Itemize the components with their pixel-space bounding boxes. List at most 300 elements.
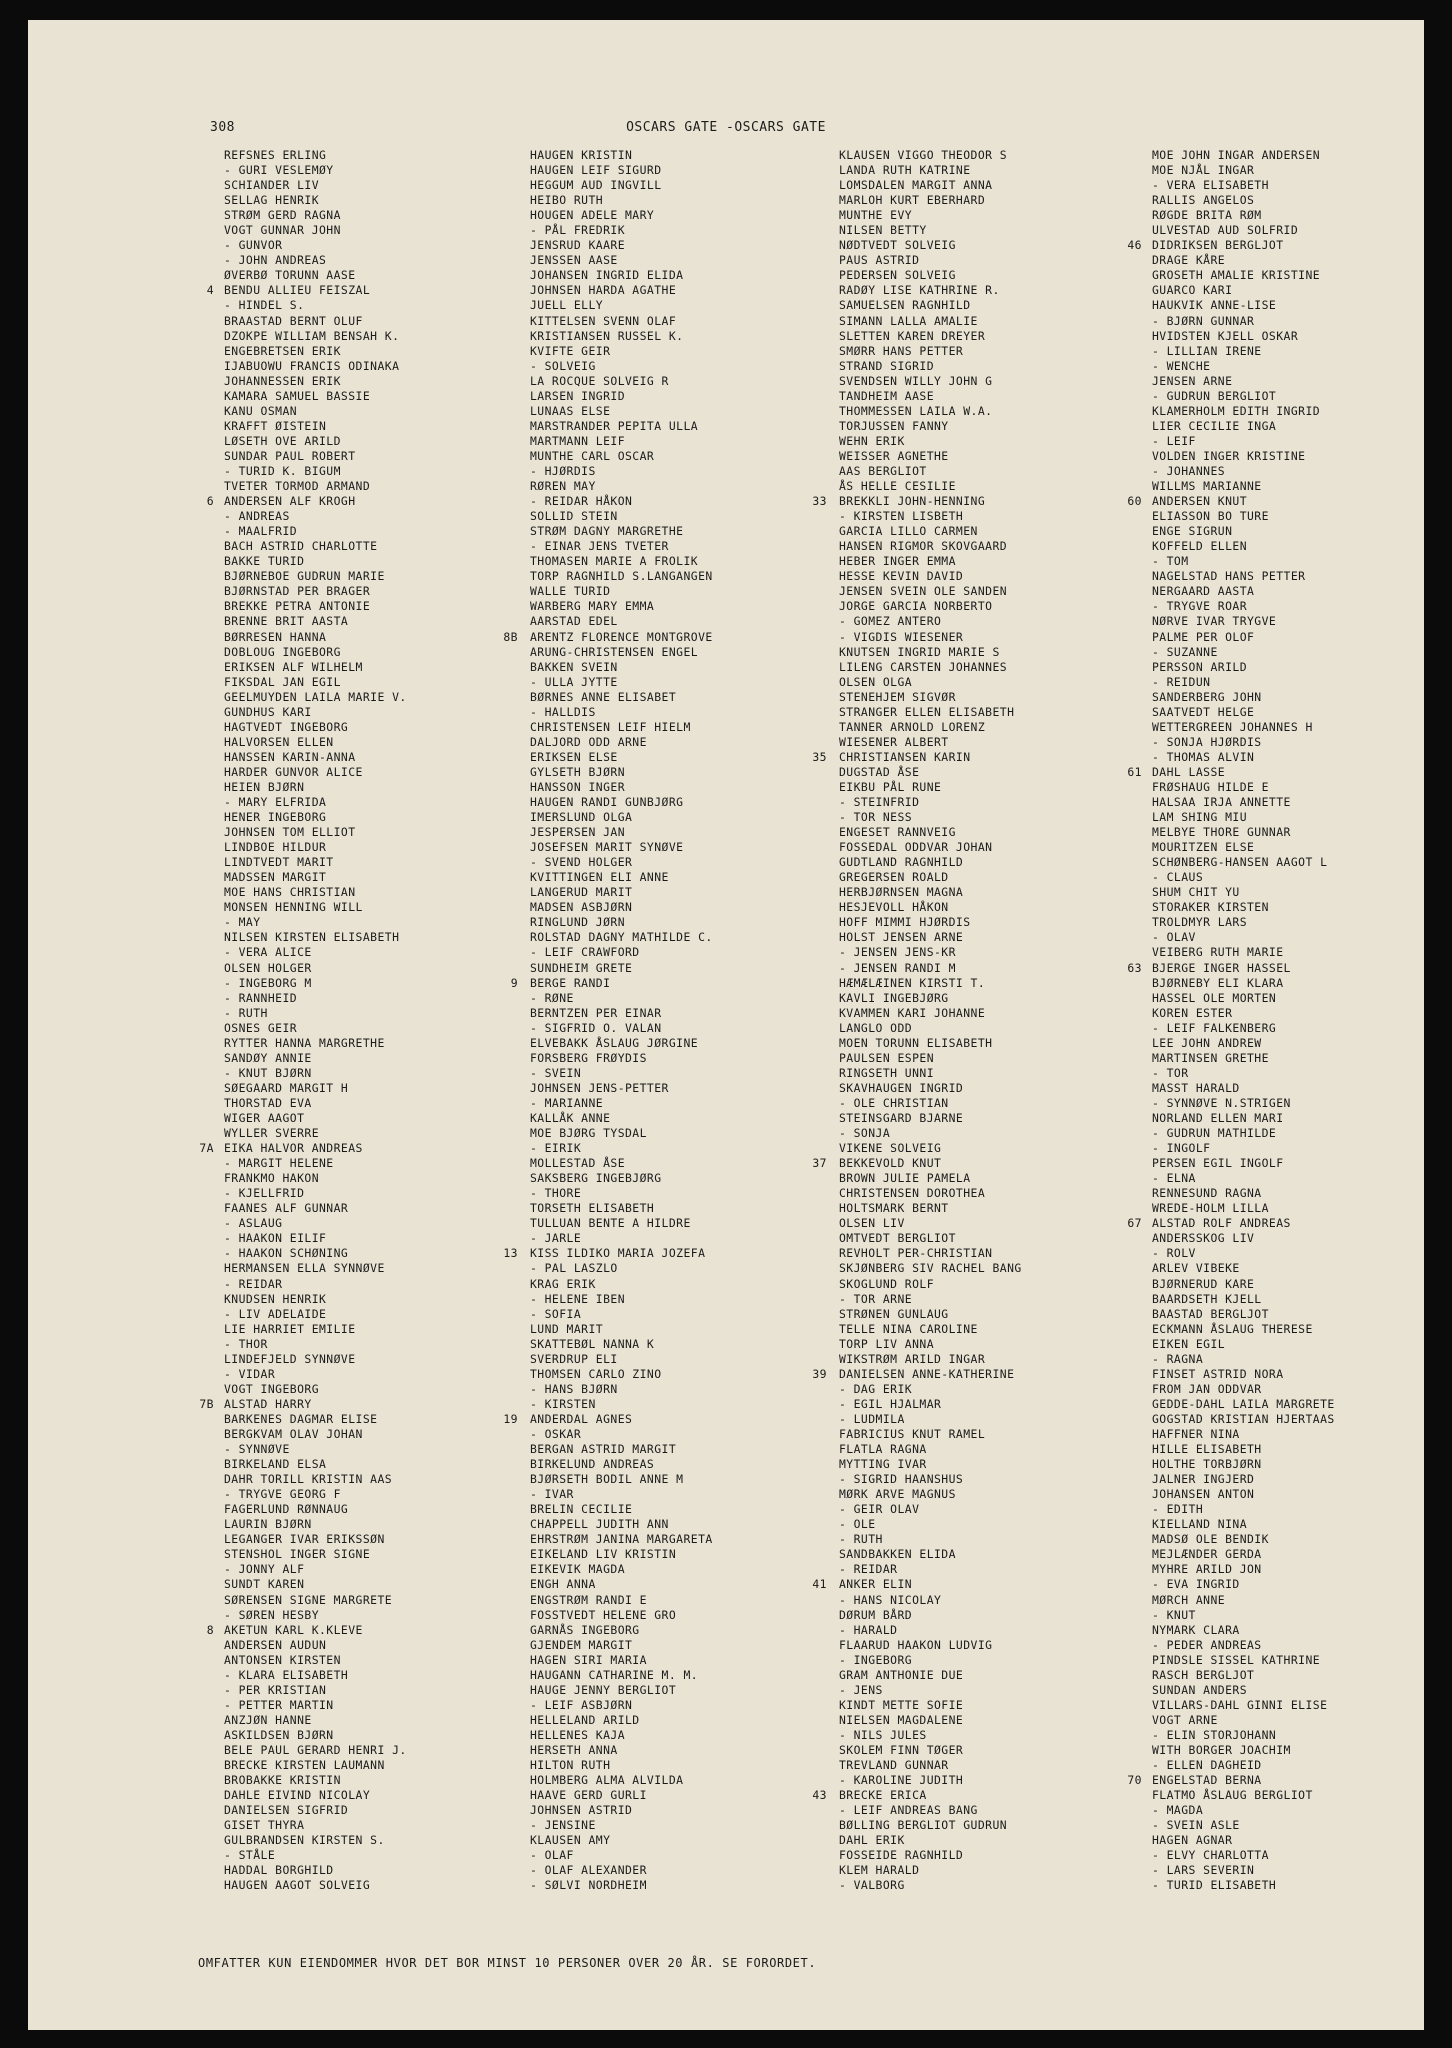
listing-row — [1152, 900, 1452, 915]
listing-row — [1152, 268, 1452, 283]
listing-row — [224, 569, 544, 584]
resident-name: - SUZANNE — [1152, 644, 1218, 659]
resident-name: - HELENE IBEN — [530, 1291, 626, 1306]
listing-row — [530, 479, 850, 494]
resident-name: KNUTSEN INGRID MARIE S — [839, 644, 1000, 659]
resident-name: - TRYGVE ROAR — [1152, 599, 1248, 614]
resident-name: - INGEBORG M — [224, 975, 312, 990]
listing-row — [1152, 720, 1452, 735]
listing-row — [1152, 1412, 1452, 1427]
resident-name: LARSEN INGRID — [530, 388, 626, 403]
resident-name: - GURI VESLEMØY — [224, 163, 334, 178]
resident-name: MADSEN ASBJØRN — [530, 900, 633, 915]
resident-name: EIKBU PÅL RUNE — [839, 779, 942, 794]
listing-row — [224, 1081, 544, 1096]
resident-name: DØRUM BÅRD — [839, 1607, 913, 1622]
resident-name: - EINAR JENS TVETER — [530, 539, 669, 554]
listing-row — [839, 1683, 1159, 1698]
listing-row — [224, 1487, 544, 1502]
resident-name: GROSETH AMALIE KRISTINE — [1152, 268, 1321, 283]
resident-name: HEIBO RUTH — [530, 193, 604, 208]
resident-name: FAGERLUND RØNNAUG — [224, 1502, 349, 1517]
listing-row — [530, 539, 850, 554]
listing-row — [530, 825, 850, 840]
directory-column-2 — [503, 148, 850, 1893]
resident-name: BIRKELAND ELSA — [224, 1457, 327, 1472]
listing-row — [206, 1622, 544, 1638]
resident-name: ERIKSEN ELSE — [530, 749, 618, 764]
listing-row — [839, 1352, 1159, 1367]
listing-row — [839, 614, 1159, 629]
resident-name: HERMANSEN ELLA SYNNØVE — [224, 1261, 385, 1276]
resident-name: HARDER GUNVOR ALICE — [224, 764, 363, 779]
listing-row — [510, 975, 850, 991]
resident-name: FORSBERG FRØYDIS — [530, 1050, 647, 1065]
listing-row — [224, 1863, 544, 1878]
resident-name: ARENTZ FLORENCE MONTGROVE — [530, 629, 713, 644]
listing-row — [1152, 253, 1452, 268]
resident-name: KLAUSEN AMY — [530, 1833, 611, 1848]
listing-row — [839, 840, 1159, 855]
resident-name: BRECKE KIRSTEN LAUMANN — [224, 1758, 385, 1773]
house-number: 19 — [503, 1411, 518, 1426]
listing-row — [1127, 960, 1452, 976]
listing-row — [1152, 374, 1452, 389]
listing-row — [1152, 780, 1452, 795]
listing-row — [1152, 1803, 1452, 1818]
resident-name: GREGERSEN ROALD — [839, 870, 949, 885]
resident-name: SVENDSEN WILLY JOHN G — [839, 373, 993, 388]
listing-row — [839, 1337, 1159, 1352]
house-number: 37 — [812, 1156, 827, 1171]
resident-name: EIKA HALVOR ANDREAS — [224, 1141, 363, 1156]
listing-row — [530, 855, 850, 870]
resident-name: WETTERGREEN JOHANNES H — [1152, 719, 1313, 734]
listing-row — [224, 825, 544, 840]
listing-row — [1152, 599, 1452, 614]
listing-row — [1152, 1367, 1452, 1382]
listing-row — [224, 584, 544, 599]
resident-name: DALJORD ODD ARNE — [530, 734, 647, 749]
listing-row — [224, 945, 544, 960]
resident-name: HOFF MIMMI HJØRDIS — [839, 915, 971, 930]
resident-name: ANDERDAL AGNES — [530, 1411, 633, 1426]
resident-name: - SONJA — [839, 1126, 891, 1141]
resident-name: CHRISTIANSEN KARIN — [839, 749, 971, 764]
resident-name: HAUGEN AAGOT SOLVEIG — [224, 1878, 371, 1893]
resident-name: ANDERSEN KNUT — [1152, 494, 1248, 509]
resident-name: JOHNSEN TOM ELLIOT — [224, 825, 356, 840]
listing-row — [839, 298, 1159, 313]
listing-row — [224, 359, 544, 374]
resident-name: WEISSER AGNETHE — [839, 448, 949, 463]
listing-row — [224, 675, 544, 690]
resident-name: SKOGLUND ROLF — [839, 1276, 935, 1291]
listing-row — [206, 283, 544, 298]
listing-row — [839, 1773, 1159, 1788]
listing-row — [224, 1231, 544, 1246]
resident-name: ROLSTAD DAGNY MATHILDE C. — [530, 930, 713, 945]
resident-name: - SVEIN ASLE — [1152, 1818, 1240, 1833]
resident-name: MELBYE THORE GUNNAR — [1152, 825, 1291, 840]
resident-name: PINDSLE SISSEL KATHRINE — [1152, 1652, 1321, 1667]
resident-name: ECKMANN ÅSLAUG THERESE — [1152, 1321, 1313, 1336]
listing-row — [530, 1427, 850, 1442]
listing-row — [530, 208, 850, 223]
listing-row — [839, 524, 1159, 539]
listing-row — [1152, 1021, 1452, 1036]
listing-row — [224, 1593, 544, 1608]
resident-name: - DAG ERIK — [839, 1381, 913, 1396]
resident-name: GYLSETH BJØRN — [530, 764, 626, 779]
resident-name: KRAG ERIK — [530, 1276, 596, 1291]
listing-row — [1152, 1186, 1452, 1201]
resident-name: SAMUELSEN RAGNHILD — [839, 298, 971, 313]
resident-name: - GUDRUN MATHILDE — [1152, 1126, 1277, 1141]
resident-name: ANZJØN HANNE — [224, 1712, 312, 1727]
listing-row — [1152, 1668, 1452, 1683]
resident-name: STORAKER KIRSTEN — [1152, 900, 1269, 915]
resident-name: RYTTER HANNA MARGRETHE — [224, 1035, 385, 1050]
resident-name: - SIGRID HAANSHUS — [839, 1472, 964, 1487]
resident-name: ENGE SIGRUN — [1152, 524, 1233, 539]
resident-name: SØRENSEN SIGNE MARGRETE — [224, 1592, 393, 1607]
resident-name: NYMARK CLARA — [1152, 1622, 1240, 1637]
listing-row — [839, 1111, 1159, 1126]
resident-name: BØRRESEN HANNA — [224, 629, 327, 644]
listing-row — [839, 1608, 1159, 1623]
listing-row — [839, 1427, 1159, 1442]
resident-name: - KLARA ELISABETH — [224, 1667, 349, 1682]
resident-name: CHRISTENSEN DOROTHEA — [839, 1186, 986, 1201]
listing-row — [1152, 419, 1452, 434]
listing-row — [839, 675, 1159, 690]
resident-name: - GUDRUN BERGLIOT — [1152, 388, 1277, 403]
resident-name: LEGANGER IVAR ERIKSSØN — [224, 1532, 385, 1547]
listing-row — [839, 569, 1159, 584]
listing-row — [839, 795, 1159, 810]
resident-name: SCHIANDER LIV — [224, 178, 320, 193]
resident-name: ARUNG-CHRISTENSEN ENGEL — [530, 644, 699, 659]
listing-row — [839, 163, 1159, 178]
listing-row — [839, 1442, 1159, 1457]
resident-name: - TRYGVE GEORG F — [224, 1487, 341, 1502]
resident-name: STRANGER ELLEN ELISABETH — [839, 704, 1015, 719]
listing-row — [1152, 584, 1452, 599]
listing-row — [839, 630, 1159, 645]
listing-row — [224, 1006, 544, 1021]
listing-row — [839, 1803, 1159, 1818]
resident-name: ANTONSEN KIRSTEN — [224, 1652, 341, 1667]
listing-row — [839, 1201, 1159, 1216]
resident-name: NØRVE IVAR TRYGVE — [1152, 614, 1277, 629]
resident-name: - ROLV — [1152, 1246, 1196, 1261]
resident-name: FROM JAN ODDVAR — [1152, 1381, 1262, 1396]
resident-name: KANU OSMAN — [224, 403, 298, 418]
resident-name: SKATTEBØL NANNA K — [530, 1336, 655, 1351]
resident-name: HANSSEN KARIN-ANNA — [224, 749, 356, 764]
listing-row — [530, 449, 850, 464]
resident-name: LIE HARRIET EMILIE — [224, 1321, 356, 1336]
resident-name: STRØNEN GUNLAUG — [839, 1306, 949, 1321]
listing-row — [530, 675, 850, 690]
listing-row — [839, 1623, 1159, 1638]
listing-row — [839, 1307, 1159, 1322]
listing-row — [224, 660, 544, 675]
resident-name: - RØNE — [530, 990, 574, 1005]
resident-name: BERGKVAM OLAV JOHAN — [224, 1426, 363, 1441]
listing-row — [224, 1608, 544, 1623]
listing-row — [839, 930, 1159, 945]
listing-row — [224, 1698, 544, 1713]
resident-name: MUNTHE CARL OSCAR — [530, 448, 655, 463]
resident-name: KISS ILDIKO MARIA JOZEFA — [530, 1246, 706, 1261]
resident-name: KLAUSEN VIGGO THEODOR S — [839, 148, 1008, 162]
listing-row — [530, 660, 850, 675]
listing-row — [839, 915, 1159, 930]
resident-name: BREKKE PETRA ANTONIE — [224, 599, 371, 614]
listing-row — [839, 720, 1159, 735]
resident-name: HAGEN AGNAR — [1152, 1833, 1233, 1848]
listing-row — [1152, 389, 1452, 404]
house-number: 39 — [812, 1366, 827, 1381]
resident-name: SIMANN LALLA AMALIE — [839, 313, 978, 328]
resident-name: - GEIR OLAV — [839, 1502, 920, 1517]
resident-name: HANSSON INGER — [530, 779, 626, 794]
resident-name: - KIRSTEN — [530, 1396, 596, 1411]
resident-name: JENSRUD KAARE — [530, 238, 626, 253]
listing-row — [839, 359, 1159, 374]
resident-name: KLAMERHOLM EDITH INGRID — [1152, 403, 1321, 418]
resident-name: OLSEN HOLGER — [224, 960, 312, 975]
listing-row — [1152, 1066, 1452, 1081]
listing-row — [1152, 1818, 1452, 1833]
resident-name: - SYNNØVE — [224, 1442, 290, 1457]
resident-name: OLSEN LIV — [839, 1216, 905, 1231]
listing-row — [530, 1818, 850, 1833]
listing-row — [224, 449, 544, 464]
resident-name: - THOMAS ALVIN — [1152, 749, 1255, 764]
listing-row — [224, 1803, 544, 1818]
listing-row — [530, 374, 850, 389]
listing-row — [530, 283, 850, 298]
listing-row — [199, 1396, 544, 1412]
resident-name: JORGE GARCIA NORBERTO — [839, 599, 993, 614]
listing-row — [839, 1141, 1159, 1156]
resident-name: - PER KRISTIAN — [224, 1682, 327, 1697]
listing-row — [224, 464, 544, 479]
listing-row — [224, 1683, 544, 1698]
listing-row — [1152, 1728, 1452, 1743]
listing-row — [224, 1096, 544, 1111]
listing-row — [530, 1021, 850, 1036]
resident-name: JOHNSEN JENS-PETTER — [530, 1080, 669, 1095]
listing-row — [530, 991, 850, 1006]
resident-name: THOMMESSEN LAILA W.A. — [839, 403, 993, 418]
resident-name: - SVEND HOLGER — [530, 855, 633, 870]
resident-name: GUDTLAND RAGNHILD — [839, 855, 964, 870]
listing-row — [812, 1577, 1159, 1592]
listing-row — [839, 1246, 1159, 1261]
resident-name: VILLARS-DAHL GINNI ELISE — [1152, 1697, 1328, 1712]
house-number: 9 — [510, 975, 518, 990]
listing-row — [1152, 1713, 1452, 1728]
resident-name: NØDTVEDT SOLVEIG — [839, 238, 956, 253]
listing-row — [1152, 539, 1452, 554]
listing-row — [224, 961, 544, 976]
resident-name: FRØSHAUG HILDE E — [1152, 779, 1269, 794]
house-number: 8B — [503, 629, 518, 644]
resident-name: JESPERSEN JAN — [530, 825, 626, 840]
listing-row — [224, 1713, 544, 1728]
resident-name: BØLLING BERGLIOT GUDRUN — [839, 1818, 1008, 1833]
listing-row — [839, 208, 1159, 223]
resident-name: - STEINFRID — [839, 795, 920, 810]
listing-row — [530, 1171, 850, 1186]
resident-name: - KAROLINE JUDITH — [839, 1773, 964, 1788]
listing-row — [530, 1773, 850, 1788]
listing-row — [839, 238, 1159, 253]
resident-name: FLATMO ÅSLAUG BERGLIOT — [1152, 1788, 1313, 1803]
resident-name: SUNDAN ANDERS — [1152, 1682, 1248, 1697]
house-number: 43 — [812, 1788, 827, 1803]
resident-name: - SONJA HJØRDIS — [1152, 734, 1262, 749]
listing-row — [839, 1472, 1159, 1487]
listing-row — [839, 509, 1159, 524]
resident-name: STENSHOL INGER SIGNE — [224, 1547, 371, 1562]
listing-row — [839, 1096, 1159, 1111]
listing-row — [530, 1848, 850, 1863]
listing-row — [224, 1547, 544, 1562]
listing-row — [1152, 524, 1452, 539]
listing-row — [530, 1517, 850, 1532]
resident-name: IMERSLUND OLGA — [530, 810, 633, 825]
listing-row — [1152, 1081, 1452, 1096]
listing-row — [224, 539, 544, 554]
listing-row — [1152, 991, 1452, 1006]
listing-row — [224, 1427, 544, 1442]
resident-name: - INGOLF — [1152, 1141, 1211, 1156]
listing-row — [1127, 764, 1452, 780]
resident-name: MOEN TORUNN ELISABETH — [839, 1035, 993, 1050]
house-number: 6 — [206, 494, 214, 509]
resident-name: - LARS SEVERIN — [1152, 1863, 1255, 1878]
listing-row — [1152, 795, 1452, 810]
listing-row — [530, 705, 850, 720]
listing-row — [1152, 1096, 1452, 1111]
resident-name: HAUGEN LEIF SIGURD — [530, 163, 662, 178]
resident-name: KNUDSEN HENRIK — [224, 1291, 327, 1306]
resident-name: LA ROCQUE SOLVEIG R — [530, 373, 669, 388]
resident-name: - NILS JULES — [839, 1727, 927, 1742]
listing-row — [224, 479, 544, 494]
resident-name: LANGLO ODD — [839, 1020, 913, 1035]
listing-row — [839, 1848, 1159, 1863]
resident-name: - OLAF ALEXANDER — [530, 1863, 647, 1878]
listing-row — [224, 915, 544, 930]
resident-name: - HANS NICOLAY — [839, 1592, 942, 1607]
resident-name: TROLDMYR LARS — [1152, 915, 1248, 930]
listing-row — [224, 1066, 544, 1081]
resident-name: MASST HARALD — [1152, 1080, 1240, 1095]
listing-row — [224, 1728, 544, 1743]
listing-row — [224, 1036, 544, 1051]
resident-name: SANDERBERG JOHN — [1152, 689, 1262, 704]
listing-row — [224, 509, 544, 524]
resident-name: LUNAAS ELSE — [530, 403, 611, 418]
resident-name: ØVERBØ TORUNN AASE — [224, 268, 356, 283]
house-number: 35 — [812, 749, 827, 764]
listing-row — [530, 344, 850, 359]
listing-row — [224, 1292, 544, 1307]
listing-row — [839, 1036, 1159, 1051]
listing-row — [224, 1021, 544, 1036]
resident-name: - VIDAR — [224, 1366, 276, 1381]
listing-row — [224, 1502, 544, 1517]
listing-row — [839, 870, 1159, 885]
resident-name: KVITTINGEN ELI ANNE — [530, 870, 669, 885]
listing-row — [224, 404, 544, 419]
listing-row — [839, 885, 1159, 900]
resident-name: - MAY — [224, 915, 261, 930]
listing-row — [1152, 1337, 1452, 1352]
listing-row — [839, 1638, 1159, 1653]
resident-name: JUELL ELLY — [530, 298, 604, 313]
listing-row — [530, 885, 850, 900]
resident-name: EHRSTRØM JANINA MARGARETA — [530, 1532, 713, 1547]
resident-name: BEKKEVOLD KNUT — [839, 1156, 942, 1171]
listing-row — [839, 765, 1159, 780]
resident-name: FLAARUD HAAKON LUDVIG — [839, 1637, 993, 1652]
listing-row — [224, 1788, 544, 1803]
listing-row — [1152, 705, 1452, 720]
resident-name: MARTMANN LEIF — [530, 433, 626, 448]
listing-row — [1152, 1307, 1452, 1322]
resident-name: HERBJØRNSEN MAGNA — [839, 885, 964, 900]
resident-name: KVAMMEN KARI JOHANNE — [839, 1005, 986, 1020]
resident-name: - EVA INGRID — [1152, 1577, 1240, 1592]
listing-row — [530, 1623, 850, 1638]
resident-name: KOFFELD ELLEN — [1152, 539, 1248, 554]
listing-row — [530, 1111, 850, 1126]
listing-row — [1152, 1743, 1452, 1758]
resident-name: DUGSTAD ÅSE — [839, 764, 920, 779]
listing-row — [530, 1231, 850, 1246]
listing-row — [224, 1367, 544, 1382]
resident-name: KAMARA SAMUEL BASSIE — [224, 388, 371, 403]
listing-row — [1152, 344, 1452, 359]
resident-name: GRAM ANTHONIE DUE — [839, 1667, 964, 1682]
listing-row — [530, 238, 850, 253]
resident-name: LANGERUD MARIT — [530, 885, 633, 900]
resident-name: - LEIF FALKENBERG — [1152, 1020, 1277, 1035]
resident-name: RALLIS ANGELOS — [1152, 193, 1255, 208]
resident-name: NIELSEN MAGDALENE — [839, 1712, 964, 1727]
listing-row — [530, 1472, 850, 1487]
listing-row — [1152, 614, 1452, 629]
resident-name: - MARGIT HELENE — [224, 1156, 334, 1171]
resident-name: BERGE RANDI — [530, 975, 611, 990]
resident-name: PEDERSEN SOLVEIG — [839, 268, 956, 283]
resident-name: SMØRR HANS PETTER — [839, 343, 964, 358]
listing-row — [224, 750, 544, 765]
listing-row — [839, 976, 1159, 991]
listing-row — [530, 1141, 850, 1156]
resident-name: GARCIA LILLO CARMEN — [839, 524, 978, 539]
listing-row — [224, 885, 544, 900]
listing-row — [224, 1743, 544, 1758]
listing-row — [224, 208, 544, 223]
